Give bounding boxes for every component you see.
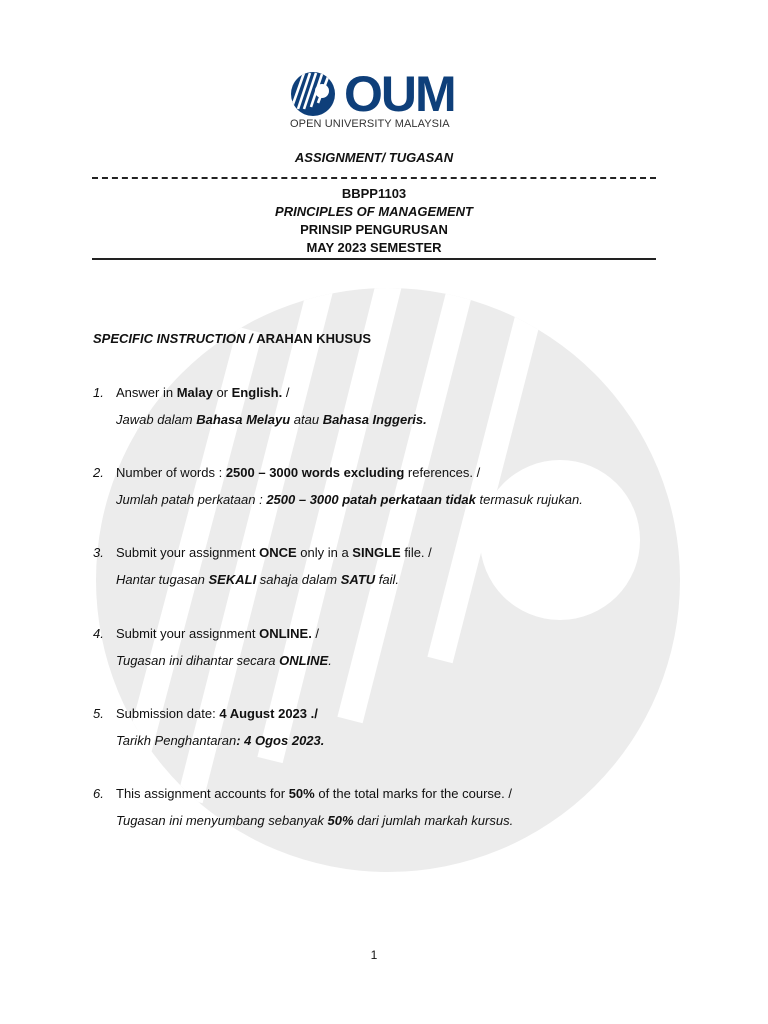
- instruction-english: Submit your assignment ONLINE. /: [116, 626, 320, 641]
- instruction-english: Number of words : 2500 – 3000 words excluding references. /: [116, 465, 481, 480]
- instruction-malay: Hantar tugasan SEKALI sahaja dalam SATU fail.: [116, 572, 400, 587]
- instruction-number: 4.: [93, 626, 104, 641]
- page-number: 1: [370, 948, 378, 962]
- instruction-number: 3.: [93, 545, 104, 560]
- instruction-number: 1.: [93, 385, 104, 400]
- instruction-malay: Tarikh Penghantaran: 4 Ogos 2023.: [116, 733, 325, 748]
- course-title-malay: PRINSIP PENGURUSAN: [300, 222, 448, 237]
- course-code: BBPP1103: [341, 186, 407, 201]
- oum-logo: [288, 68, 468, 136]
- instruction-english: Submission date: 4 August 2023 ./: [116, 706, 318, 721]
- oum-logo-icon: [290, 71, 342, 117]
- solid-divider: [92, 258, 656, 260]
- instruction-malay: Tugasan ini menyumbang sebanyak 50% dari jumlah markah kursus.: [116, 813, 514, 828]
- instruction-english: This assignment accounts for 50% of the total marks for the course. /: [116, 786, 512, 801]
- instruction-english: Answer in Malay or English. /: [116, 385, 290, 400]
- section-title: SPECIFIC INSTRUCTION / ARAHAN KHUSUS: [93, 331, 372, 346]
- logo-wordmark: OUM: [344, 66, 455, 122]
- instruction-malay: Tugasan ini dihantar secara ONLINE.: [116, 653, 332, 668]
- instruction-english: Submit your assignment ONCE only in a SINGLE file. /: [116, 545, 432, 560]
- instruction-number: 5.: [93, 706, 104, 721]
- dashed-divider: [92, 177, 656, 179]
- course-title-english: PRINCIPLES OF MANAGEMENT: [275, 204, 473, 219]
- instruction-malay: Jumlah patah perkataan : 2500 – 3000 patah perkataan tidak termasuk rujukan.: [116, 492, 583, 507]
- semester: MAY 2023 SEMESTER: [306, 240, 442, 255]
- instruction-number: 2.: [93, 465, 104, 480]
- instruction-number: 6.: [93, 786, 104, 801]
- logo-subtitle: OPEN UNIVERSITY MALAYSIA: [290, 118, 450, 130]
- document-type: ASSIGNMENT/ TUGASAN: [294, 150, 454, 165]
- instruction-malay: Jawab dalam Bahasa Melayu atau Bahasa Inggeris.: [116, 412, 427, 427]
